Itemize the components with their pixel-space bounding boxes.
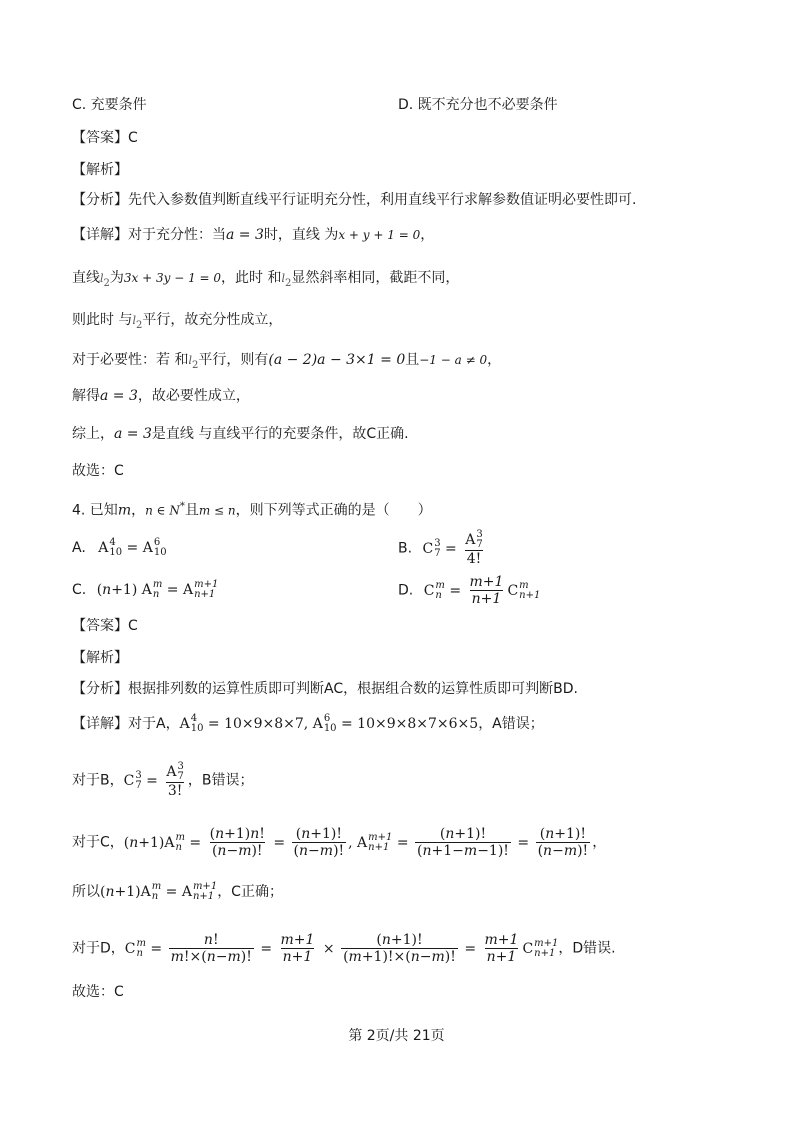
text: 平行，则有 (198, 352, 269, 368)
text: 平行，故充分性成立， (142, 312, 283, 328)
text: 为 (109, 270, 124, 286)
q3-detail-line-4: 对于必要性：若 和$l_2$平行，则有(a − 2)a − 3×1 = 0且−1 − a ≠ 0， (72, 352, 502, 371)
text: 则此时 与 (72, 312, 133, 328)
text: 直线 (72, 270, 100, 286)
text: 且 (405, 352, 420, 368)
text: 是直线 与直线平行的充要条件，故C正确. (151, 426, 409, 442)
q4-choice: 故选：C (72, 984, 124, 1000)
q4-detail-so: 所以(n+1)A m n = A m+1 n+1 ，C正确； (72, 881, 283, 902)
q4-detail-c: 对于C，(n+1)A m n = $\frac{(n+1)n!}{(n-m)!}$ = $\frac{(n+1)!}{(n-m)!}$ , A m+1 n+1 = $\frac{(n+1)!}{(n+1-m-1)!}$ = $\frac{(n+1)!}{(n-m)!}$ ， (72, 826, 607, 859)
q4-stem (72, 497, 432, 521)
q3-detail-line-6 (72, 424, 409, 444)
text: 对于B， (72, 772, 124, 789)
text: ，此时 和 (221, 270, 282, 286)
text: ，则下列等式正确的是（ ） (235, 502, 432, 519)
text: 对于D， (72, 940, 125, 957)
text: 所以 (72, 884, 100, 900)
text: 综上， (72, 426, 114, 442)
q3-option-c: C. 充要条件 (72, 97, 147, 113)
math: (a − 2)a − 3×1 = 0 (268, 352, 406, 368)
text: 【详解】对于A， (72, 716, 180, 732)
q4-option-a: A. A 4 10 = A 6 10 (72, 537, 167, 558)
text: 4. 已知 (72, 502, 118, 519)
math: a = 3 (114, 426, 152, 442)
q3-analysis-heading: 【解析】 (72, 162, 128, 178)
q4-detail-b: 对于B，C 3 7 = A 3 7 3! ，B错误； (72, 761, 254, 799)
text: ， (420, 227, 435, 243)
q4-fenxi: 【分析】根据排列数的运算性质即可判断AC，根据组合数的运算性质即可判断BD. (72, 681, 578, 697)
q4-option-b: B. C 3 7 = A 3 7 4! (398, 529, 483, 567)
q3-answer: 【答案】C (72, 130, 138, 146)
math: a = 3 (100, 388, 138, 404)
q4-option-c: C. (n+1) A m n = A m+1 n+1 (72, 579, 219, 600)
math: a = 3 (226, 227, 264, 243)
text: ，B错误； (187, 772, 254, 789)
text: ，D错误. (558, 940, 616, 957)
option-label: B. (398, 540, 413, 557)
math: l (100, 272, 104, 285)
math: 2 (103, 277, 110, 289)
q3-detail-line-1 (72, 225, 434, 245)
math: m ≤ n (198, 503, 236, 518)
option-label: C. (72, 582, 87, 598)
text: 且 (184, 502, 199, 519)
q4-detail-a: 【详解】对于A，A 4 10 = 10×9×8×7, A 6 10 = 10×9×8×7×6×5，A错误； (72, 713, 544, 734)
q3-detail-line-3: 则此时 与$l_2$平行，故充分性成立， (72, 312, 283, 331)
q4-analysis-heading: 【解析】 (72, 650, 128, 666)
text: ， (487, 352, 502, 368)
math: −1 − a ≠ 0 (419, 353, 488, 367)
math: n ∈ N (145, 503, 180, 518)
math: 3x + 3y − 1 = 0 (123, 271, 222, 285)
q4-answer: 【答案】C (72, 618, 138, 634)
q3-option-d: D. 既不充分也不必要条件 (398, 97, 558, 113)
math: m (117, 502, 132, 519)
option-label: D. (398, 582, 414, 599)
text: 时，直线 为 (263, 227, 339, 243)
q4-detail-d: 对于D，C m n = $\frac{n!}{m!\times(n-m)!}$ = $\frac{m+1}{n+1}$ × $\frac{(n+1)!}{(m+1)!\times(n-m)!}$ = $\frac{m+1}{n+1}$ C m+1 n+1 ，D错误. (72, 932, 616, 965)
q4-option-d: D. C m n = $\frac{m+1}{n+1}$ C m n+1 (398, 574, 541, 607)
q3-detail-line-5 (72, 386, 250, 406)
text: ，C正确； (217, 884, 283, 900)
text: 对于必要性：若 和 (72, 352, 189, 368)
text: ，A错误； (478, 716, 544, 732)
text: 解得 (72, 388, 100, 404)
text: ， (131, 502, 146, 519)
text: ，故必要性成立， (137, 388, 250, 404)
math: * (179, 501, 185, 512)
math: x + y + 1 = 0 (338, 228, 421, 242)
q3-detail-line-2: 直线$l_2$为3x + 3y − 1 = 0，此时 和$l_2$显然斜率相同，截距不同， (72, 270, 460, 289)
q3-fenxi: 【分析】先代入参数值判断直线平行证明充分性，利用直线平行求解参数值证明必要性即可. (72, 192, 637, 208)
page-footer: 第 2页/共 21页 (348, 1028, 445, 1044)
option-label: A. (72, 540, 86, 556)
text: 显然斜率相同，截距不同， (291, 270, 460, 286)
text: 对于C， (72, 834, 124, 851)
text: ， (592, 834, 607, 851)
text: 【详解】对于充分性：当 (72, 227, 226, 243)
q3-choice: 故选：C (72, 463, 124, 479)
